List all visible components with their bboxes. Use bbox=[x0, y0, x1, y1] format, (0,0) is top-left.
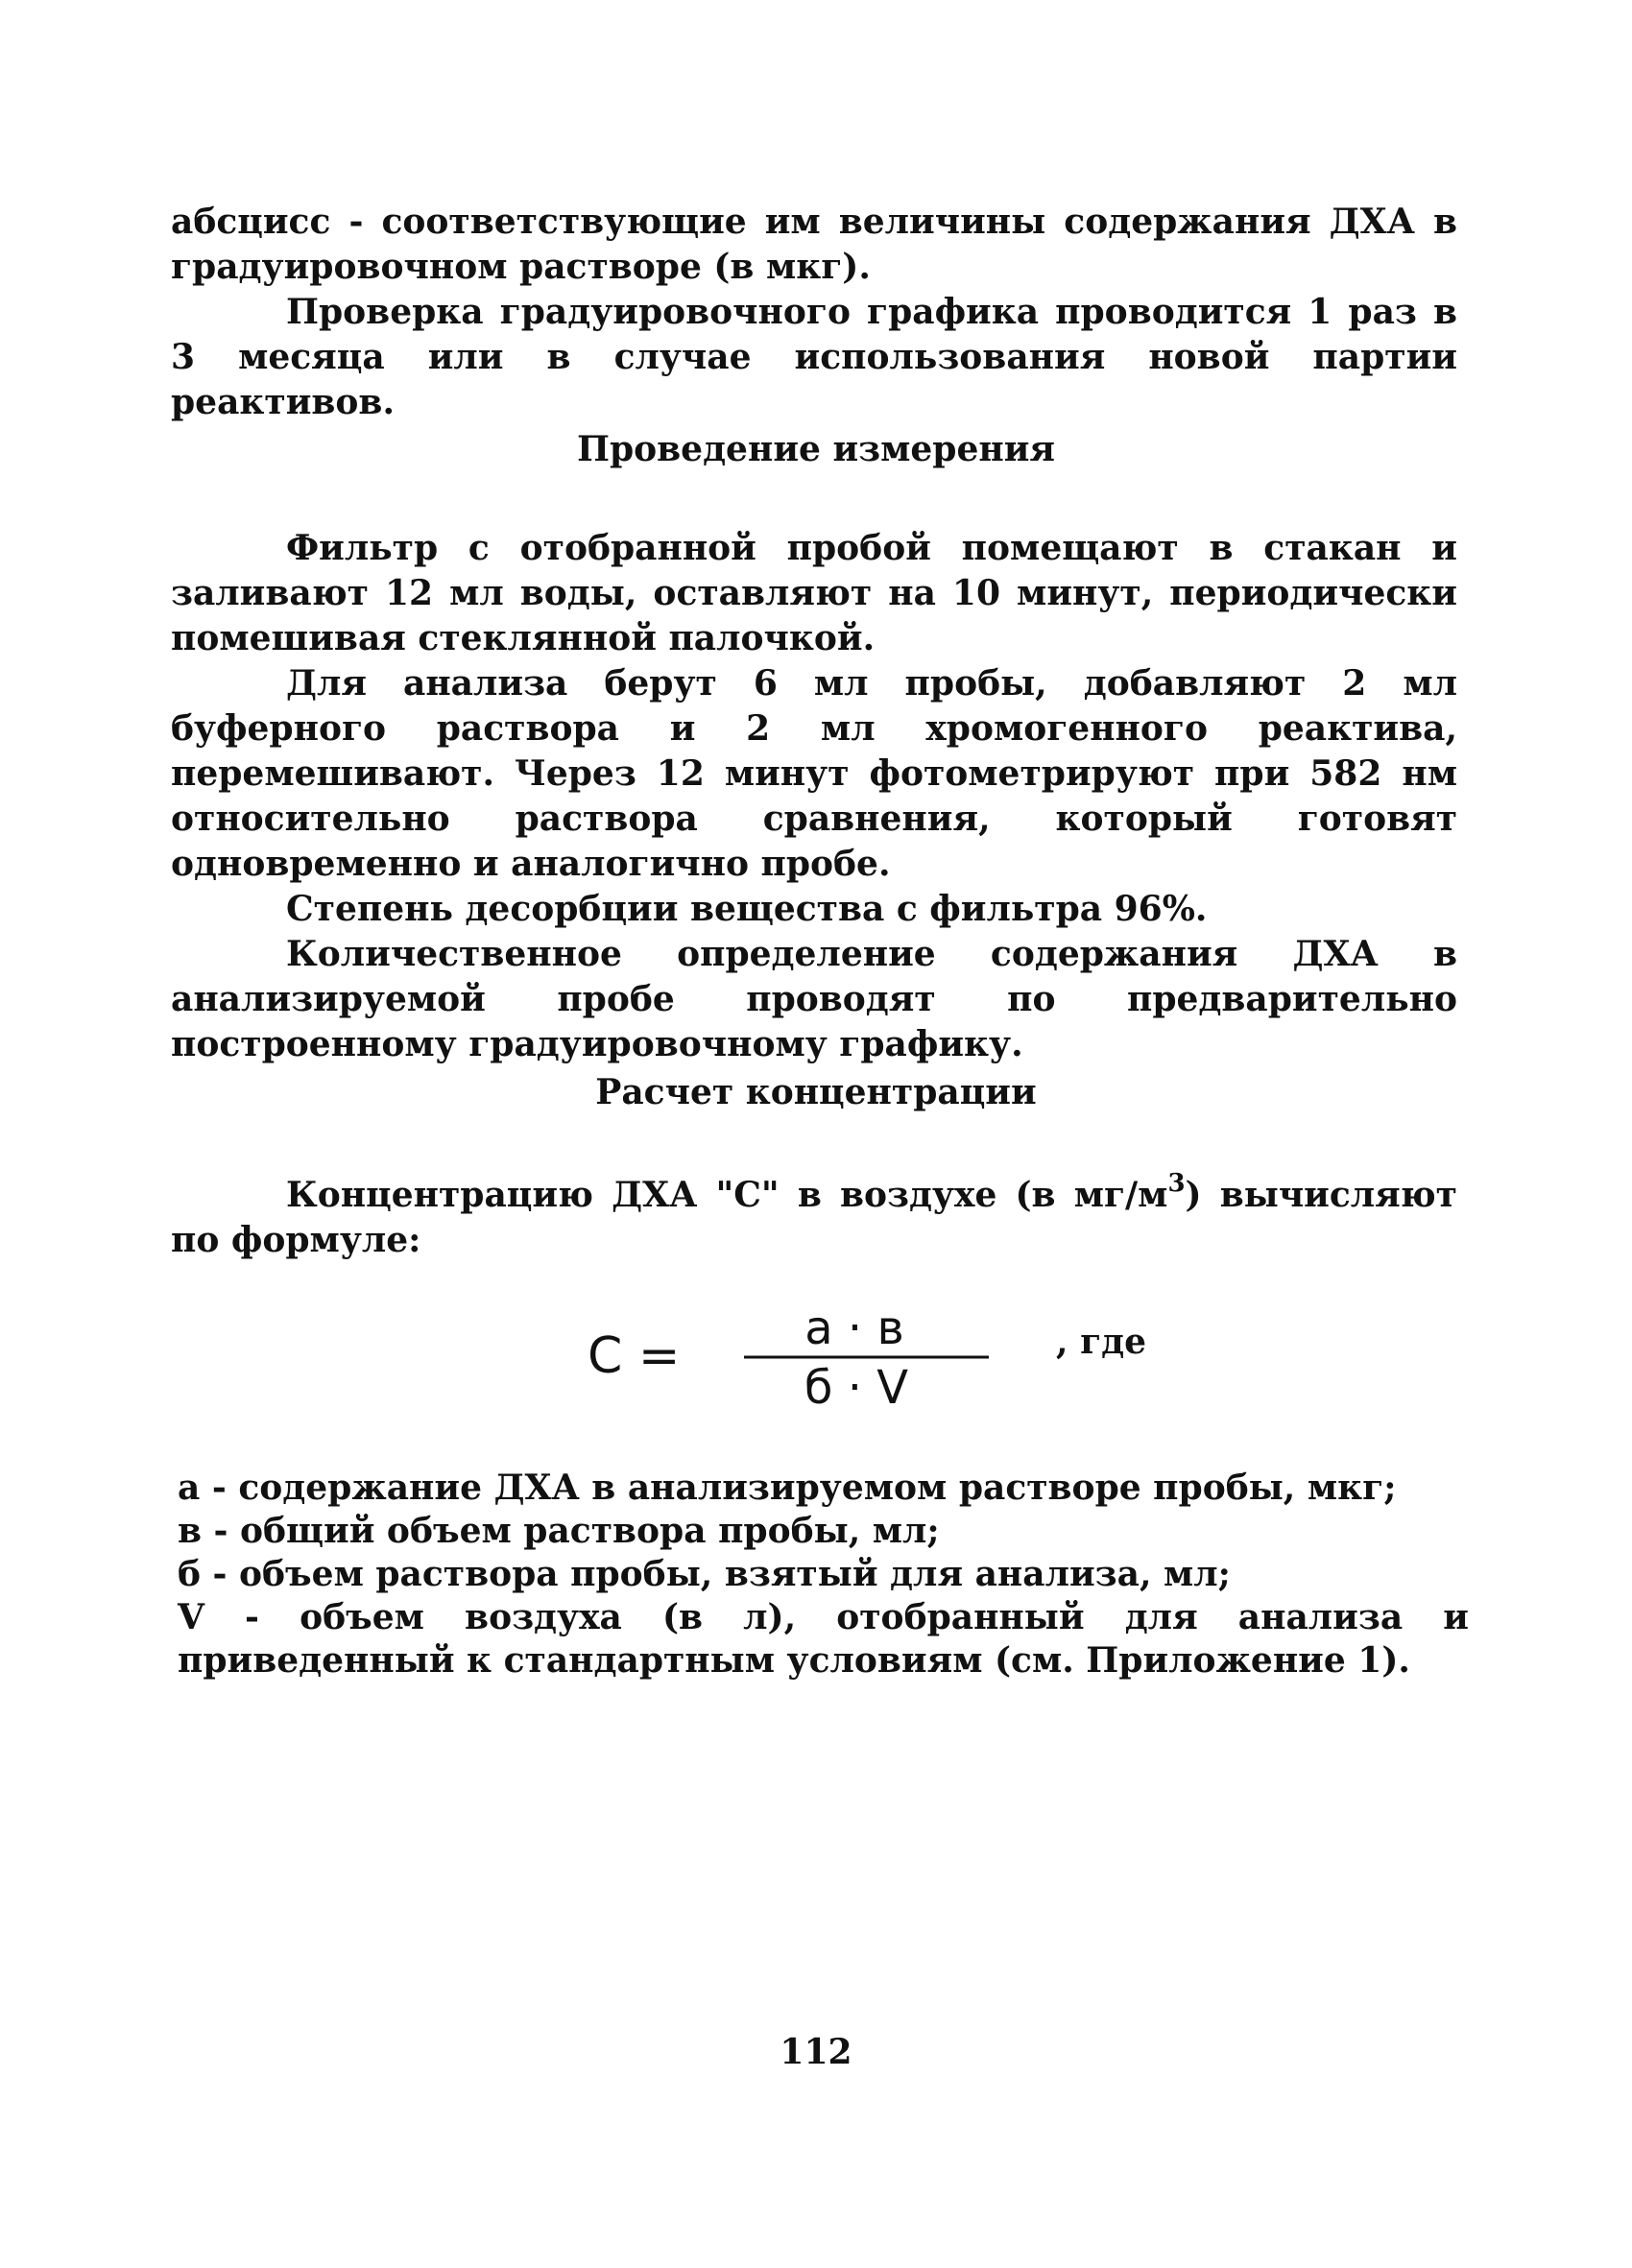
intro-paragraph-abscissa: абсцисс - соответствующие им величины содержания ДХА в градуировочном растворе (в мкг). bbox=[171, 202, 1457, 287]
variable-v-total: в - общий объем раствора пробы, мл; bbox=[178, 1511, 940, 1551]
intro-paragraph-check: Проверка градуировочного графика проводится 1 раз в 3 месяца или в случае использования новой партии реактивов. bbox=[171, 292, 1457, 422]
measurement-block bbox=[171, 526, 1457, 1067]
variable-definitions bbox=[178, 1467, 1469, 1683]
calculation-block bbox=[171, 1169, 1457, 1263]
formula-lhs: C = bbox=[588, 1327, 681, 1385]
calculation-paragraph bbox=[171, 1169, 1457, 1263]
formula-where: , где bbox=[1056, 1322, 1147, 1362]
intro-block bbox=[171, 200, 1457, 425]
measurement-paragraph-desorption: Степень десорбции вещества с фильтра 96%. bbox=[286, 889, 1208, 929]
measurement-paragraph-filter: Фильтр с отобранной пробой помещают в стакан и заливают 12 мл воды, оставляют на 10 минут, периодически помешивая стеклянной палочкой. bbox=[171, 528, 1457, 658]
calculation-text-end: ) вычисляют по формуле: bbox=[171, 1175, 1457, 1260]
variable-a: а - содержание ДХА в анализируемом растворе пробы, мкг; bbox=[178, 1468, 1397, 1508]
heading-measurement: Проведение измерения bbox=[576, 429, 1056, 469]
page-number: 112 bbox=[780, 2032, 852, 2072]
measurement-paragraph-analysis: Для анализа берут 6 мл пробы, добавляют 2 мл буферного раствора и 2 мл хромогенного реактива, перемешивают. Через 12 минут фотометрируют при 582 нм относительно раствора сравнения, который готовят одновременно и аналогично пробе. bbox=[171, 663, 1457, 884]
variable-b-taken: б - объем раствора пробы, взятый для анализа, мл; bbox=[178, 1554, 1231, 1594]
formula-denominator: б · V bbox=[804, 1361, 909, 1415]
heading-calculation: Расчет концентрации bbox=[595, 1072, 1037, 1112]
formula-numerator: a · в bbox=[804, 1301, 904, 1355]
cube-superscript: 3 bbox=[1167, 1169, 1186, 1198]
formula-svg bbox=[576, 1277, 1171, 1420]
calculation-text-start: Концентрацию ДХА "С" в воздухе (в мг/м bbox=[286, 1175, 1168, 1215]
variable-air-volume: V - объем воздуха (в л), отобранный для анализа и приведенный к стандартным условиям (см. Приложение 1). bbox=[178, 1597, 1469, 1681]
measurement-paragraph-quantitative: Количественное определение содержания ДХА в анализируемой пробе проводят по предварительно построенному градуировочному графику. bbox=[171, 934, 1457, 1064]
concentration-formula bbox=[576, 1277, 1171, 1420]
